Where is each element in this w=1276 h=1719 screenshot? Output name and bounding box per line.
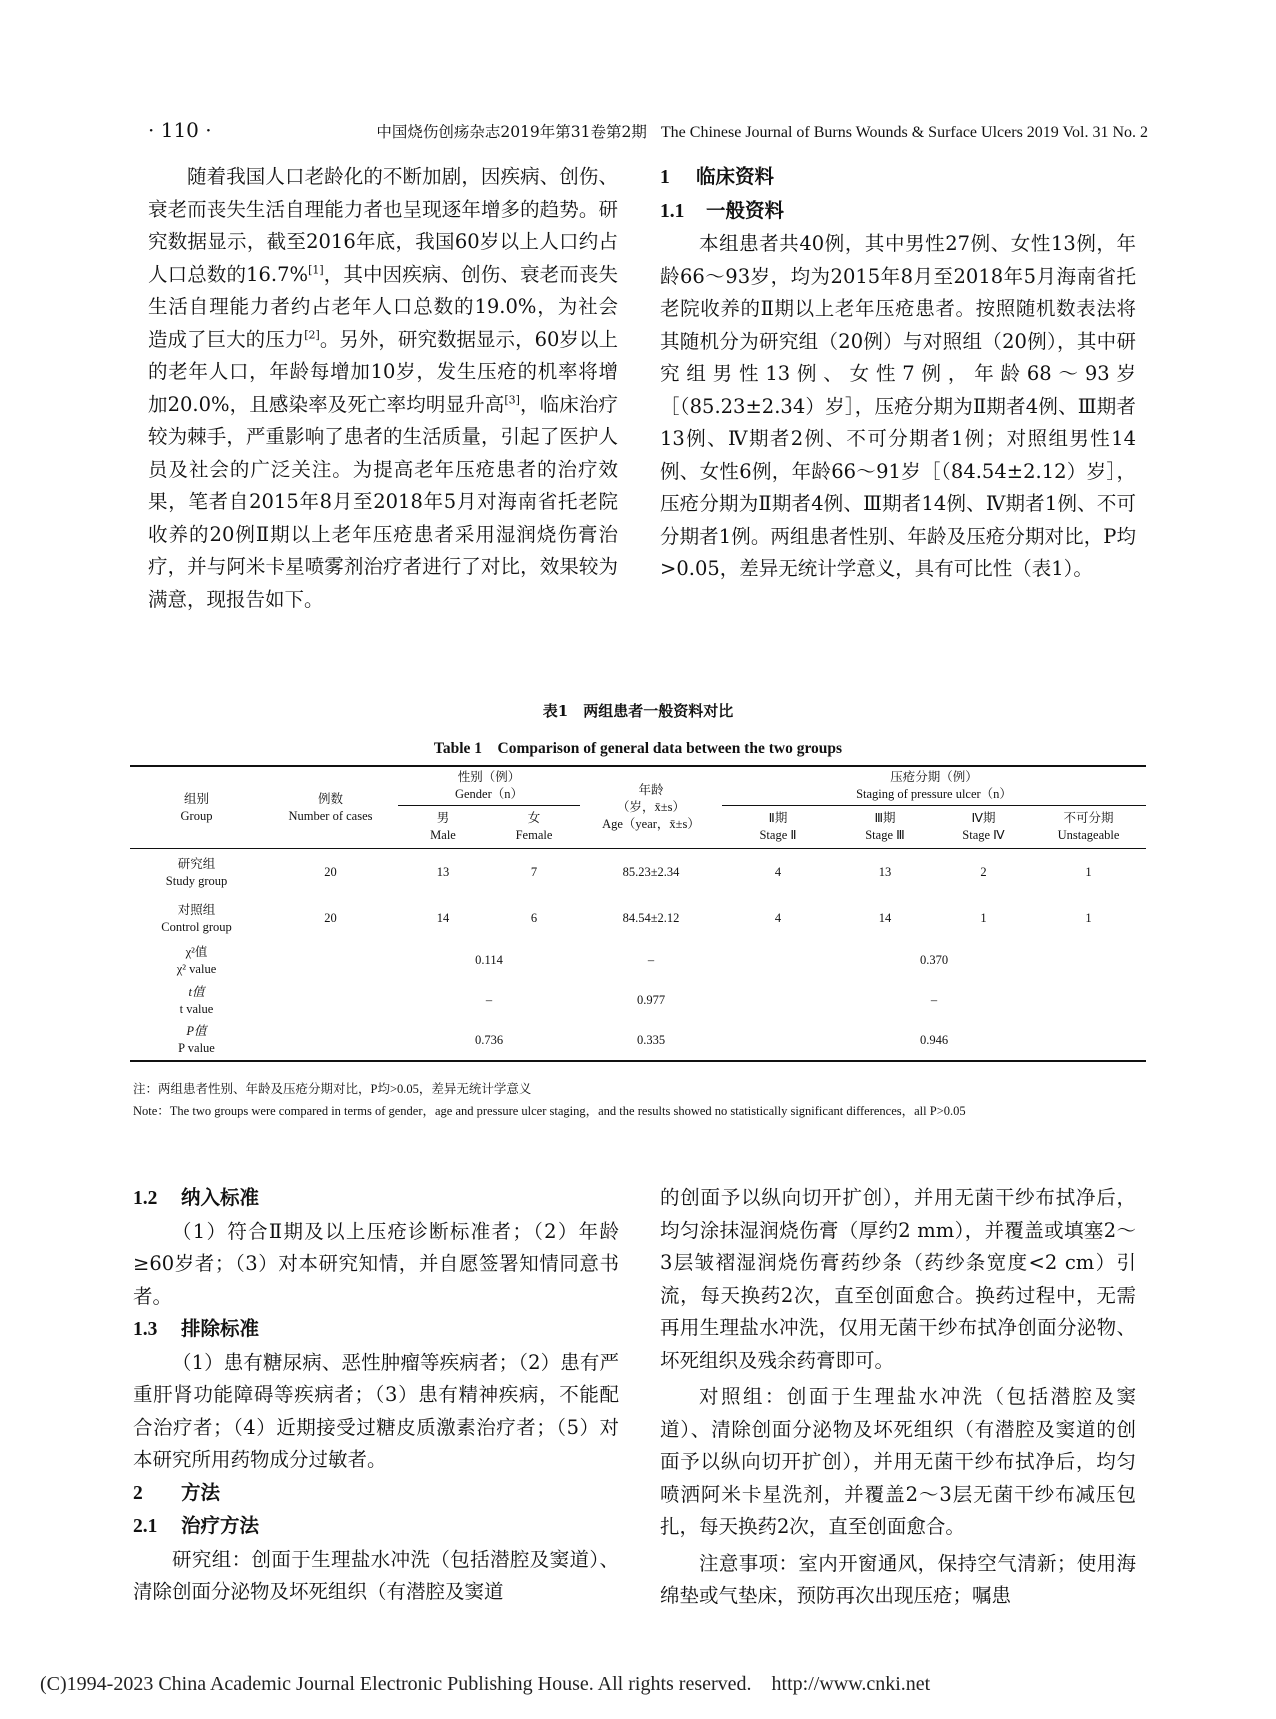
page-number: · 110 · (148, 118, 212, 142)
header-stage-2: Ⅱ期 Stage Ⅱ (722, 806, 834, 849)
p-value-row: P值 P value 0.736 0.335 0.946 (130, 1021, 1146, 1061)
methods-column-left (133, 1182, 619, 1609)
section-2-heading: 2 方法 (133, 1480, 221, 1504)
header-group: 组别 Group (130, 766, 263, 849)
table-caption-cn: 表1 两组患者一般资料对比 (542, 702, 734, 720)
t-value-row: t值 t value – 0.977 – (179, 984, 938, 1016)
citation-2[interactable]: [2] (304, 328, 320, 341)
table-row: 对照组 Control group 20 14 6 84.54±2.12 4 14 1 1 (161, 902, 1092, 934)
header-age: 年龄 （岁，x̄±s） Age（year，x̄±s） (580, 766, 722, 849)
citation-1[interactable]: [1] (308, 263, 324, 276)
general-data-paragraph: 本组患者共40例，其中男性27例、女性13例，年龄66～93岁，均为2015年8月至2018年5月海南省托老院收养的Ⅱ期以上老年压疮患者。按照随机数表法将其随机分为研究组（20例）与对照组（20例），其中研究组男性13例、女性7例，年龄68～93岁［（85.23±2.34）岁］，压疮分期为Ⅱ期者4例、Ⅲ期者13例、Ⅳ期者2例、不可分期者1例；对照组男性14例、女性6例，年龄66～91岁［（84.54±2.12）岁］，压疮分期为Ⅱ期者4例、Ⅲ期者14例、Ⅳ期者1例、不可分期者1例。两组患者性别、年龄及压疮分期对比，P均>0.05，差异无统计学意义，具有可比性（表1）。 (660, 232, 1136, 580)
intro-text-4: ，临床治疗较为棘手，严重影响了患者的生活质量，引起了医护人员及社会的广泛关注。为提高老年压疮患者的治疗效果，笔者自2015年8月至2018年5月对海南省托老院收养的20例Ⅱ期以上老年压疮患者采用湿润烧伤膏治疗，并与阿米卡星喷雾剂治疗者进行了对比，效果较为满意，现报告如下。 (148, 392, 618, 611)
section-2-1-heading: 2.1 治疗方法 (133, 1514, 260, 1537)
inclusion-criteria: （1）符合Ⅱ期及以上压疮诊断标准者；（2）年龄≥60岁者；（3）对本研究知情，并自愿签署知情同意书者。 (133, 1219, 619, 1308)
header-gender: 性别（例） Gender（n） (398, 766, 580, 806)
header-male: 男 Male (398, 806, 488, 849)
chi-square-row: χ²值 χ² value 0.114 – 0.370 (176, 944, 949, 976)
intro-text-2: ，其中因疾病、创伤、衰老而丧失生活自理能力者约占老年人口总数的19.0%，为社会造成了巨大的压力 (148, 262, 618, 351)
header-stage-4: Ⅳ期 Stage Ⅳ (936, 806, 1031, 849)
table-note-cn: 注：两组患者性别、年龄及压疮分期对比，P均>0.05，差异无统计学意义 (133, 1082, 532, 1096)
section-1-heading: 1 临床资料 (660, 165, 775, 188)
intro-column (148, 161, 618, 616)
journal-title-cn: 中国烧伤创疡杂志2019年第31卷第2期 (376, 123, 647, 141)
table-caption-en: Table 1 Comparison of general data between the two groups (433, 740, 843, 757)
header-stage-3: Ⅲ期 Stage Ⅲ (834, 806, 936, 849)
precautions-paragraph: 注意事项：室内开窗通风，保持空气清新；使用海绵垫或气垫床，预防再次出现压疮；嘱患 (660, 1551, 1136, 1607)
table-row: 研究组 Study group 20 13 7 85.23±2.34 4 13 2 1 (130, 849, 1146, 897)
study-group-method: 研究组：创面于生理盐水冲洗（包括潜腔及窦道）、清除创面分泌物及坏死组织（有潜腔及窦道 (133, 1547, 619, 1603)
header-female: 女 Female (488, 806, 580, 849)
study-group-method-cont: 的创面予以纵向切开扩创），并用无菌干纱布拭净后，均匀涂抹湿润烧伤膏（厚约2 mm），并覆盖或填塞2～3层皱褶湿润烧伤膏药纱条（药纱条宽度<2 cm）引流，每天换药2次，直至创面愈合。换药过程中，无需再用生理盐水冲洗，仅用无菌干纱布拭净创面分泌物、坏死组织及残余药膏即可。 (660, 1186, 1136, 1372)
citation-3[interactable]: [3] (504, 393, 520, 406)
journal-title (376, 120, 1148, 142)
section-1-2-heading: 1.2 纳入标准 (133, 1186, 260, 1209)
section-1-3-heading: 1.3 排除标准 (133, 1317, 260, 1340)
methods-column-right (660, 1182, 1136, 1613)
header-unstageable: 不可分期 Unstageable (1031, 806, 1146, 849)
intro-text-1: 随着我国人口老龄化的不断加剧，因疾病、创伤、衰老而丧失生活自理能力者也呈现逐年增多的趋势。研究数据显示，截至2016年底，我国60岁以上人口约占人口总数的16.7% (148, 165, 618, 286)
running-header (148, 118, 1148, 142)
section-1-1-heading: 1.1 一般资料 (660, 198, 785, 222)
clinical-data-column (660, 161, 1136, 586)
control-group-method: 对照组：创面于生理盐水冲洗（包括潜腔及窦道）、清除创面分泌物及坏死组织（有潜腔及窦道的创面予以纵向切开扩创），并用无菌干纱布拭净后，均匀喷洒阿米卡星洗剂，并覆盖2～3层无菌干纱布减压包扎，每天换药2次，直至创面愈合。 (660, 1385, 1136, 1538)
journal-title-en: The Chinese Journal of Burns Wounds & Surface Ulcers 2019 Vol. 31 No. 2 (660, 124, 1148, 141)
general-data-table (130, 765, 1146, 1062)
table-note-en: Note：The two groups were compared in terms of gender，age and pressure ulcer staging，and the results showed no statistically significant differences，all P>0.05 (133, 1104, 966, 1118)
header-cases: 例数 Number of cases (263, 766, 398, 849)
copyright-footer: (C)1994-2023 China Academic Journal Electronic Publishing House. All rights reserved. http://www.cnki.net (40, 1673, 931, 1695)
exclusion-criteria: （1）患有糖尿病、恶性肿瘤等疾病者；（2）患有严重肝肾功能障碍等疾病者；（3）患有精神疾病，不能配合治疗者；（4）近期接受过糖皮质激素治疗者；（5）对本研究所用药物成分过敏者。 (133, 1350, 619, 1471)
header-stage: 压疮分期（例） Staging of pressure ulcer（n） (722, 766, 1146, 806)
intro-text-3: 。另外，研究数据显示，60岁以上的老年人口，年龄每增加10岁，发生压疮的机率将增加20.0%，且感染率及死亡率均明显升高 (148, 327, 618, 416)
intro-paragraph (148, 161, 618, 616)
